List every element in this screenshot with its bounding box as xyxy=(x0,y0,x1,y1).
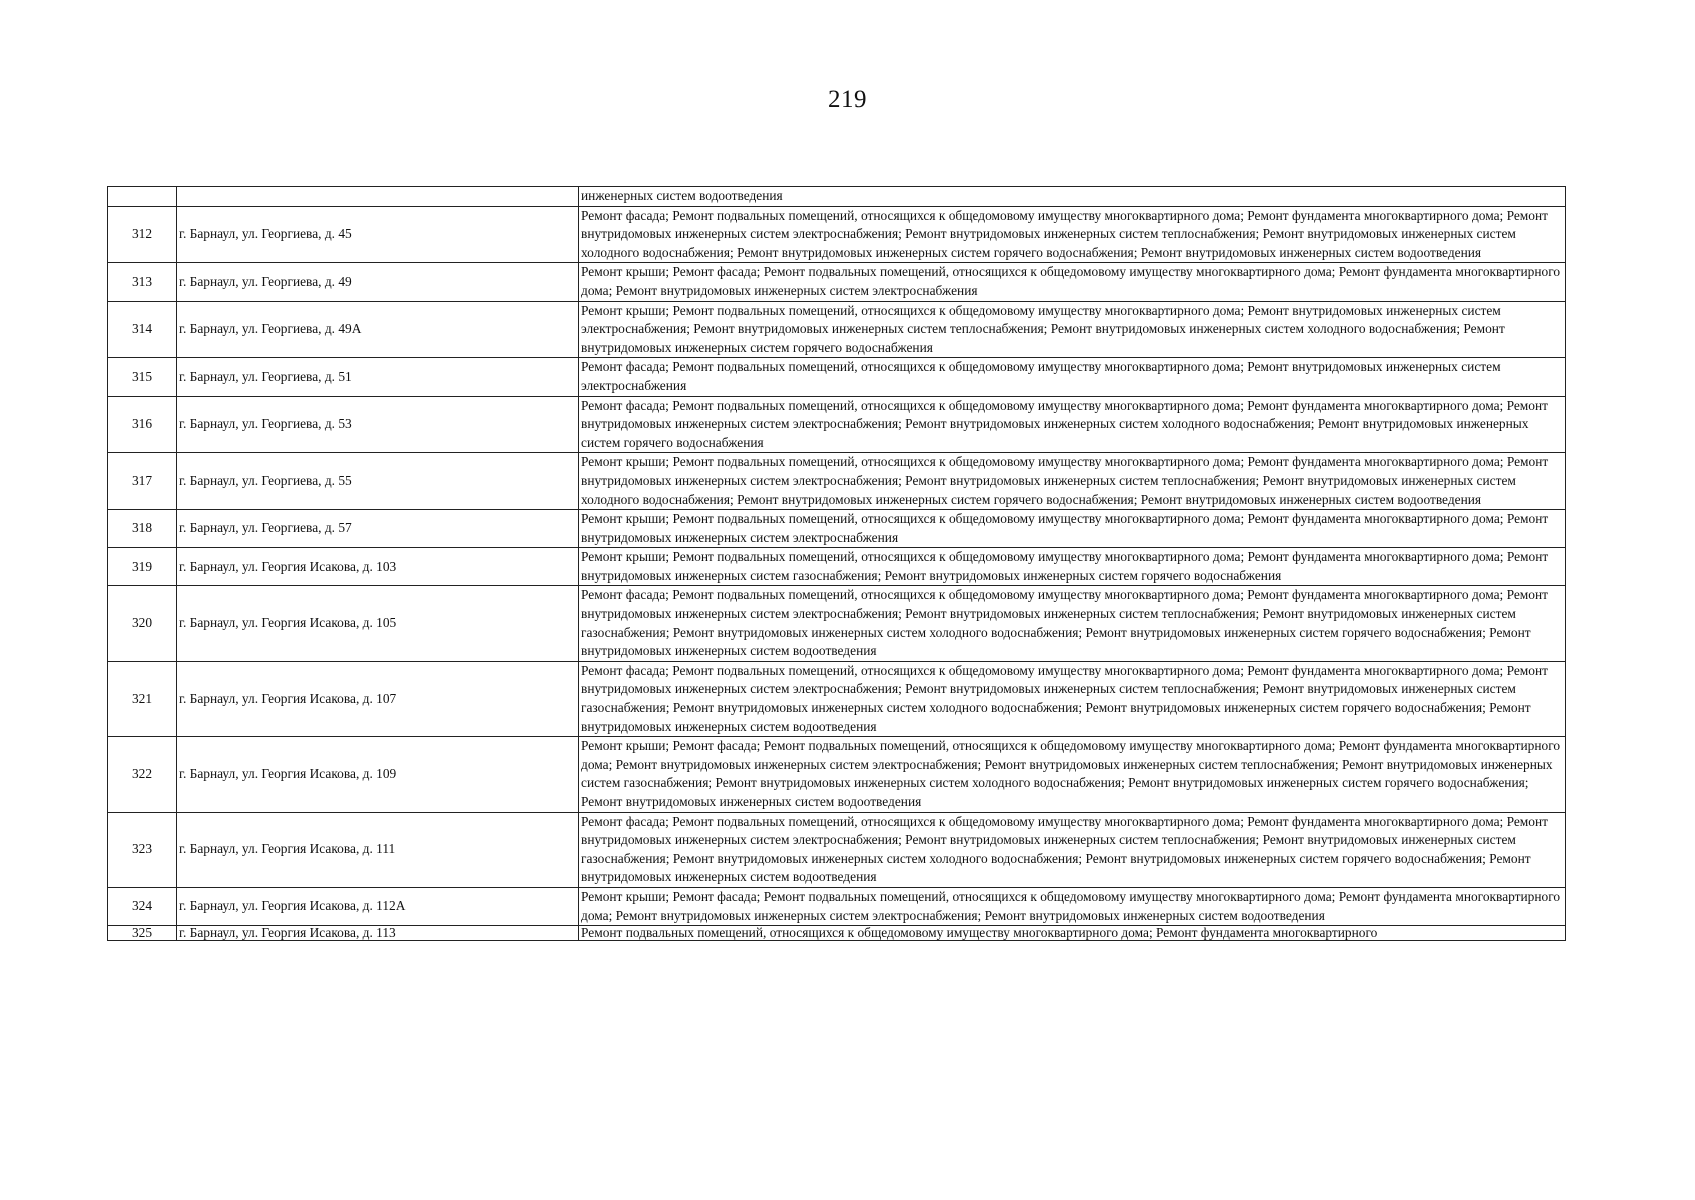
row-address: г. Барнаул, ул. Георгиева, д. 55 xyxy=(177,453,579,510)
row-number: 324 xyxy=(108,887,177,925)
row-works: инженерных систем водоотведения xyxy=(579,187,1566,207)
row-address: г. Барнаул, ул. Георгиева, д. 49А xyxy=(177,301,579,358)
row-works: Ремонт крыши; Ремонт подвальных помещений, относящихся к общедомовому имуществу многоквартирного дома; Ремонт фундамента многоквартирного дома; Ремонт внутридомовых инженерных систем газоснабжения; Ремонт внутридомовых инженерных систем горячего водоснабжения xyxy=(579,548,1566,586)
row-works: Ремонт крыши; Ремонт подвальных помещений, относящихся к общедомовому имуществу многоквартирного дома; Ремонт внутридомовых инженерных систем электроснабжения; Ремонт внутридомовых инженерных систем теплоснабжения; Ремонт внутридомовых инженерных систем холодного водоснабжения; Ремонт внутридомовых инженерных систем горячего водоснабжения xyxy=(579,301,1566,358)
row-address: г. Барнаул, ул. Георгиева, д. 57 xyxy=(177,510,579,548)
row-address: г. Барнаул, ул. Георгиева, д. 49 xyxy=(177,263,579,301)
table-row xyxy=(108,206,1566,263)
table-row xyxy=(108,737,1566,812)
row-number xyxy=(108,187,177,207)
table-row xyxy=(108,510,1566,548)
row-address: г. Барнаул, ул. Георгия Исакова, д. 109 xyxy=(177,737,579,812)
table-row xyxy=(108,358,1566,396)
row-number: 322 xyxy=(108,737,177,812)
row-works: Ремонт крыши; Ремонт фасада; Ремонт подвальных помещений, относящихся к общедомовому имуществу многоквартирного дома; Ремонт фундамента многоквартирного дома; Ремонт внутридомовых инженерных систем электроснабжения; Ремонт внутридомовых инженерных систем теплоснабжения; Ремонт внутридомовых инженерных систем газоснабжения; Ремонт внутридомовых инженерных систем холодного водоснабжения; Ремонт внутридомовых инженерных систем горячего водоснабжения; Ремонт внутридомовых инженерных систем водоотведения xyxy=(579,737,1566,812)
table-body xyxy=(108,187,1566,941)
row-number: 315 xyxy=(108,358,177,396)
table-row xyxy=(108,396,1566,453)
row-number: 317 xyxy=(108,453,177,510)
table-row xyxy=(108,926,1566,941)
table-row xyxy=(108,453,1566,510)
row-number: 313 xyxy=(108,263,177,301)
row-address xyxy=(177,187,579,207)
row-address: г. Барнаул, ул. Георгия Исакова, д. 103 xyxy=(177,548,579,586)
row-works: Ремонт фасада; Ремонт подвальных помещений, относящихся к общедомовому имуществу многоквартирного дома; Ремонт фундамента многоквартирного дома; Ремонт внутридомовых инженерных систем электроснабжения; Ремонт внутридомовых инженерных систем теплоснабжения; Ремонт внутридомовых инженерных систем холодного водоснабжения; Ремонт внутридомовых инженерных систем горячего водоснабжения; Ремонт внутридомовых инженерных систем водоотведения xyxy=(579,206,1566,263)
row-number: 319 xyxy=(108,548,177,586)
row-works: Ремонт крыши; Ремонт подвальных помещений, относящихся к общедомовому имуществу многоквартирного дома; Ремонт фундамента многоквартирного дома; Ремонт внутридомовых инженерных систем электроснабжения; Ремонт внутридомовых инженерных систем теплоснабжения; Ремонт внутридомовых инженерных систем холодного водоснабжения; Ремонт внутридомовых инженерных систем горячего водоснабжения; Ремонт внутридомовых инженерных систем водоотведения xyxy=(579,453,1566,510)
table-row xyxy=(108,301,1566,358)
row-works: Ремонт фасада; Ремонт подвальных помещений, относящихся к общедомовому имуществу многоквартирного дома; Ремонт фундамента многоквартирного дома; Ремонт внутридомовых инженерных систем электроснабжения; Ремонт внутридомовых инженерных систем теплоснабжения; Ремонт внутридомовых инженерных систем газоснабжения; Ремонт внутридомовых инженерных систем холодного водоснабжения; Ремонт внутридомовых инженерных систем горячего водоснабжения; Ремонт внутридомовых инженерных систем водоотведения xyxy=(579,661,1566,736)
table-row xyxy=(108,548,1566,586)
table-row xyxy=(108,263,1566,301)
row-number: 323 xyxy=(108,812,177,887)
row-works: Ремонт фасада; Ремонт подвальных помещений, относящихся к общедомовому имуществу многоквартирного дома; Ремонт фундамента многоквартирного дома; Ремонт внутридомовых инженерных систем электроснабжения; Ремонт внутридомовых инженерных систем теплоснабжения; Ремонт внутридомовых инженерных систем газоснабжения; Ремонт внутридомовых инженерных систем холодного водоснабжения; Ремонт внутридомовых инженерных систем горячего водоснабжения; Ремонт внутридомовых инженерных систем водоотведения xyxy=(579,812,1566,887)
row-number: 318 xyxy=(108,510,177,548)
table-row xyxy=(108,586,1566,661)
row-number: 325 xyxy=(108,926,177,941)
page-number: 219 xyxy=(828,86,867,113)
row-number: 314 xyxy=(108,301,177,358)
row-address: г. Барнаул, ул. Георгиева, д. 45 xyxy=(177,206,579,263)
row-address: г. Барнаул, ул. Георгиева, д. 53 xyxy=(177,396,579,453)
table-row xyxy=(108,187,1566,207)
row-works: Ремонт крыши; Ремонт фасада; Ремонт подвальных помещений, относящихся к общедомовому имуществу многоквартирного дома; Ремонт фундамента многоквартирного дома; Ремонт внутридомовых инженерных систем электроснабжения; Ремонт внутридомовых инженерных систем водоотведения xyxy=(579,887,1566,925)
row-address: г. Барнаул, ул. Георгия Исакова, д. 107 xyxy=(177,661,579,736)
repair-works-table xyxy=(107,186,1566,941)
table-row xyxy=(108,661,1566,736)
row-address: г. Барнаул, ул. Георгия Исакова, д. 105 xyxy=(177,586,579,661)
row-works: Ремонт подвальных помещений, относящихся к общедомовому имуществу многоквартирного дома; Ремонт фундамента многоквартирного xyxy=(579,926,1566,941)
row-address: г. Барнаул, ул. Георгиева, д. 51 xyxy=(177,358,579,396)
row-number: 320 xyxy=(108,586,177,661)
row-number: 312 xyxy=(108,206,177,263)
row-number: 321 xyxy=(108,661,177,736)
row-works: Ремонт крыши; Ремонт фасада; Ремонт подвальных помещений, относящихся к общедомовому имуществу многоквартирного дома; Ремонт фундамента многоквартирного дома; Ремонт внутридомовых инженерных систем электроснабжения xyxy=(579,263,1566,301)
row-works: Ремонт фасада; Ремонт подвальных помещений, относящихся к общедомовому имуществу многоквартирного дома; Ремонт фундамента многоквартирного дома; Ремонт внутридомовых инженерных систем электроснабжения; Ремонт внутридомовых инженерных систем холодного водоснабжения; Ремонт внутридомовых инженерных систем горячего водоснабжения xyxy=(579,396,1566,453)
row-address: г. Барнаул, ул. Георгия Исакова, д. 113 xyxy=(177,926,579,941)
table-row xyxy=(108,887,1566,925)
row-number: 316 xyxy=(108,396,177,453)
row-works: Ремонт фасада; Ремонт подвальных помещений, относящихся к общедомовому имуществу многоквартирного дома; Ремонт внутридомовых инженерных систем электроснабжения xyxy=(579,358,1566,396)
row-works: Ремонт крыши; Ремонт подвальных помещений, относящихся к общедомовому имуществу многоквартирного дома; Ремонт фундамента многоквартирного дома; Ремонт внутридомовых инженерных систем электроснабжения xyxy=(579,510,1566,548)
row-works: Ремонт фасада; Ремонт подвальных помещений, относящихся к общедомовому имуществу многоквартирного дома; Ремонт фундамента многоквартирного дома; Ремонт внутридомовых инженерных систем электроснабжения; Ремонт внутридомовых инженерных систем теплоснабжения; Ремонт внутридомовых инженерных систем газоснабжения; Ремонт внутридомовых инженерных систем холодного водоснабжения; Ремонт внутридомовых инженерных систем горячего водоснабжения; Ремонт внутридомовых инженерных систем водоотведения xyxy=(579,586,1566,661)
table-row xyxy=(108,812,1566,887)
row-address: г. Барнаул, ул. Георгия Исакова, д. 112А xyxy=(177,887,579,925)
row-address: г. Барнаул, ул. Георгия Исакова, д. 111 xyxy=(177,812,579,887)
